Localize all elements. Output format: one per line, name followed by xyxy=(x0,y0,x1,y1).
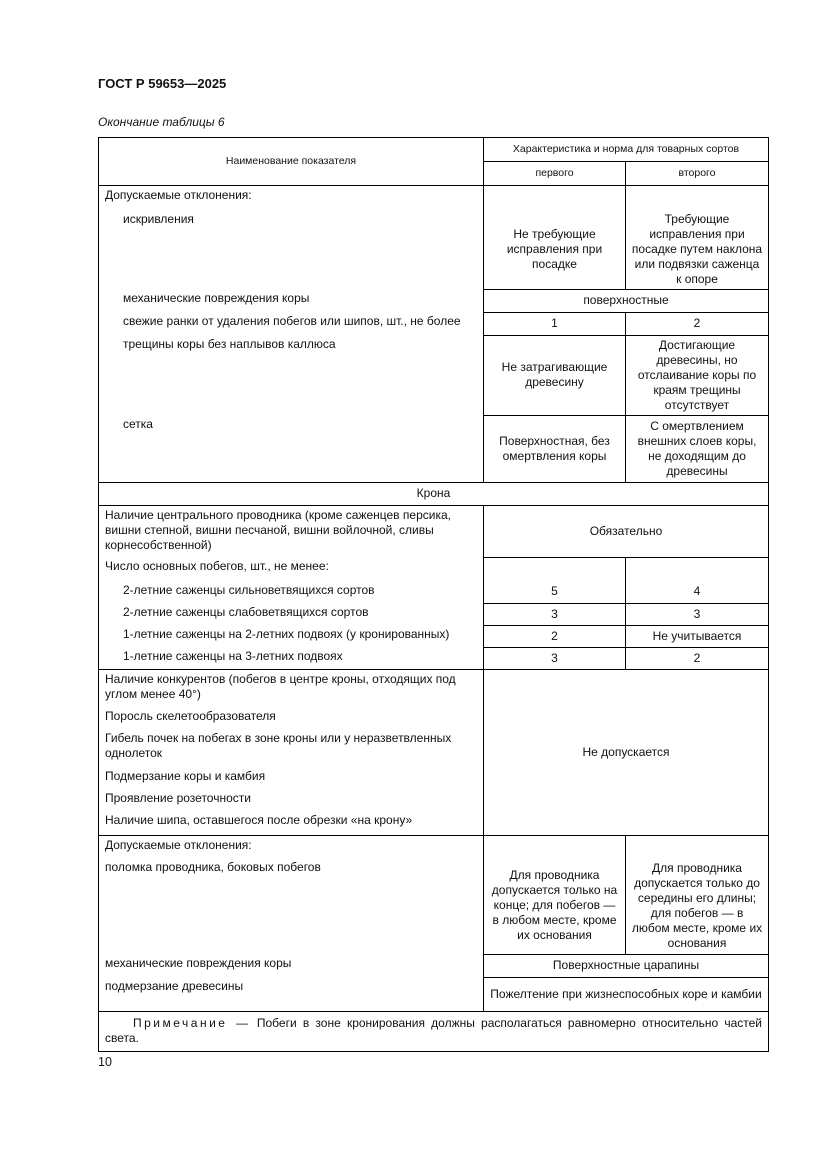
row-sprouts-name: Поросль скелетообразователя xyxy=(99,707,484,729)
row-leader-name: Наличие центрального проводника (кроме саженцев персика, вишни степной, вишни песчаной, вишни войлочной, сливы корнесобственной) xyxy=(99,505,484,557)
row-leader-value: Обязательно xyxy=(484,505,769,557)
row-bark-damage-value: поверхностные xyxy=(484,289,769,312)
row-shoots-3y-rootstock-second: 2 xyxy=(626,647,769,669)
row-net-name: сетка xyxy=(99,415,484,482)
row-shoots-2y-rootstock-second: Не учитывается xyxy=(626,625,769,647)
row-breakage-name: поломка проводника, боковых побегов xyxy=(99,858,484,954)
row-bark-damage-name: механические повреждения коры xyxy=(99,289,484,312)
row-bark-scratches-value: Поверхностные царапины xyxy=(484,954,769,977)
row-wounds-first: 1 xyxy=(484,312,626,335)
row-curvature-name: искривления xyxy=(99,210,484,290)
row-wood-freeze-value: Пожелтение при жизнеспособных коре и камбии xyxy=(484,977,769,1011)
spec-table xyxy=(98,137,769,1052)
row-shoots-strong-name: 2-летние саженцы сильноветвящихся сортов xyxy=(99,581,484,603)
row-wounds-second: 2 xyxy=(626,312,769,335)
row-wounds-name: свежие ранки от удаления побегов или шипов, шт., не более xyxy=(99,312,484,335)
section-crown: Крона xyxy=(99,482,769,505)
row-shoots-3y-rootstock-name: 1-летние саженцы на 3-летних подвоях xyxy=(99,647,484,669)
row-shoots-2y-rootstock-name: 1-летние саженцы на 2-летних подвоях (у кронированных) xyxy=(99,625,484,647)
row-bark-freeze-name: Подмерзание коры и камбия xyxy=(99,767,484,789)
row-bark-scratches-name: механические повреждения коры xyxy=(99,954,484,977)
row-shoots-3y-rootstock-first: 3 xyxy=(484,647,626,669)
header-first-cell: первого xyxy=(484,162,626,186)
header-group-cell: Характеристика и норма для товарных сортов xyxy=(484,138,769,162)
row-shoots-weak-first: 3 xyxy=(484,603,626,625)
header-name-cell: Наименование показателя xyxy=(99,138,484,186)
row-cracks-second: Достигающие древесины, но отслаивание коры по краям трещины отсутствует xyxy=(626,335,769,415)
row-curvature-first: Не требующие исправления при посадке xyxy=(484,210,626,290)
note-text: Побеги в зоне кронирования должны располагаться равномерно относительно частей света. xyxy=(105,1015,763,1045)
table-note xyxy=(99,1011,769,1051)
row-buds-name: Гибель почек на побегах в зоне кроны или у неразветвленных однолеток xyxy=(99,729,484,767)
row-wood-freeze-name: подмерзание древесины xyxy=(99,977,484,1011)
row-net-first: Поверхностная, без омертвления коры xyxy=(484,415,626,482)
row-deviations2-heading: Допускаемые отклонения: xyxy=(99,835,484,858)
row-breakage-first: Для проводника допускается только на конце; для побегов — в любом месте, кроме их основания xyxy=(484,858,626,954)
row-deviations-heading: Допускаемые отклонения: xyxy=(99,186,484,210)
row-thorn-name: Наличие шипа, оставшегося после обрезки «на крону» xyxy=(99,811,484,835)
row-shoots-strong-second: 4 xyxy=(626,581,769,603)
row-shoots-heading: Число основных побегов, шт., не менее: xyxy=(99,557,484,581)
row-shoots-2y-rootstock-first: 2 xyxy=(484,625,626,647)
row-shoots-strong-first: 5 xyxy=(484,581,626,603)
table-caption: Окончание таблицы 6 xyxy=(98,115,225,129)
row-cracks-name: трещины коры без наплывов каллюса xyxy=(99,335,484,415)
row-curvature-second: Требующие исправления при посадке путем наклона или подвязки саженца к опоре xyxy=(626,210,769,290)
row-shoots-weak-name: 2-летние саженцы слабоветвящихся сортов xyxy=(99,603,484,625)
row-competitors-name: Наличие конкурентов (побегов в центре кроны, отходящих под углом менее 40°) xyxy=(99,669,484,707)
document-header: ГОСТ Р 59653—2025 xyxy=(98,76,227,91)
row-cracks-first: Не затрагивающие древесину xyxy=(484,335,626,415)
row-rosette-name: Проявление розеточности xyxy=(99,789,484,811)
row-not-allowed-value: Не допускается xyxy=(484,669,769,835)
note-label: Примечание — xyxy=(133,1015,251,1030)
row-breakage-second: Для проводника допускается только до середины его длины; для побегов — в любом месте, кроме их основания xyxy=(626,858,769,954)
row-shoots-weak-second: 3 xyxy=(626,603,769,625)
page-number: 10 xyxy=(98,1055,112,1069)
row-net-second: С омертвлением внешних слоев коры, не доходящим до древесины xyxy=(626,415,769,482)
header-second-cell: второго xyxy=(626,162,769,186)
